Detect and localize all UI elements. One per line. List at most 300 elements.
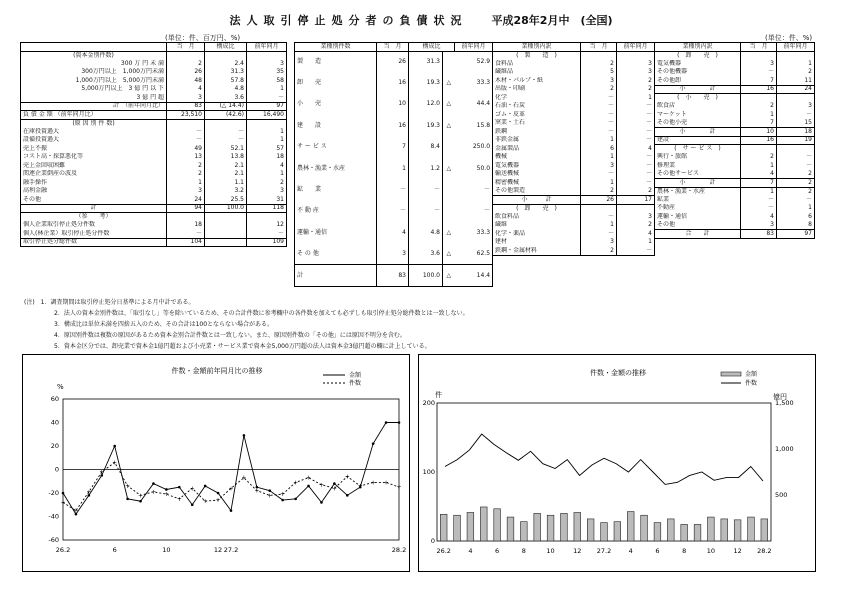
row-label: そ の 他 bbox=[297, 249, 319, 257]
bar bbox=[494, 509, 501, 541]
data-point: + bbox=[73, 507, 79, 515]
note-line: 2．法人の資本金別件数は、「取引なし」等を除いているため、その合計件数に参考欄中の各件数を加えても必ずしも取引停止処分総件数とは一致しない。 bbox=[54, 310, 469, 317]
note-line: 3．構成比は単位未満を四捨五入のため、その合計は100とならない場合がある。 bbox=[54, 321, 274, 328]
cell: 1 bbox=[167, 179, 205, 188]
y-tick-label: -40 bbox=[48, 512, 59, 521]
cell: － bbox=[581, 213, 617, 222]
table-row bbox=[295, 222, 493, 243]
legend-label: 金額 bbox=[349, 372, 362, 379]
table-row bbox=[493, 213, 655, 222]
table-row bbox=[21, 136, 287, 145]
cell: 1 bbox=[777, 60, 815, 69]
cell: 97 bbox=[777, 230, 815, 239]
row-label: 飲食料品 bbox=[495, 212, 520, 220]
legend-label: 件数 bbox=[745, 380, 758, 387]
row-label: 1,000万円以上 5,000万円未満 bbox=[75, 76, 164, 84]
row-label: 設備投資過大 bbox=[23, 136, 60, 144]
cell bbox=[581, 204, 617, 213]
cell: 4 bbox=[741, 170, 777, 179]
data-point bbox=[281, 499, 284, 502]
header-blank bbox=[21, 43, 167, 52]
column-header: 当 月 bbox=[581, 43, 617, 52]
column-header: 当 月 bbox=[377, 43, 409, 52]
row-label: 負 債 金 額 （前年同月比） bbox=[21, 111, 167, 120]
cell: 7 bbox=[741, 179, 777, 188]
cell: 2 bbox=[617, 85, 655, 94]
notes bbox=[20, 297, 469, 352]
cell: 48 bbox=[167, 77, 205, 86]
data-point: + bbox=[280, 491, 286, 499]
cell: 2 bbox=[581, 85, 617, 94]
table-row bbox=[493, 51, 655, 60]
table-row bbox=[493, 238, 655, 247]
table-row bbox=[493, 136, 655, 145]
cell: 2 bbox=[741, 102, 777, 111]
cell: 7 bbox=[741, 77, 777, 86]
table-row bbox=[295, 244, 493, 265]
y-axis-label: % bbox=[57, 383, 64, 391]
legend-label: 金額 bbox=[745, 371, 758, 378]
row-label: 輸送機械 bbox=[495, 170, 520, 178]
cell: 10 bbox=[377, 94, 409, 115]
table-row bbox=[655, 60, 815, 69]
cell: △ bbox=[443, 94, 455, 115]
data-point: + bbox=[163, 491, 169, 499]
data-point bbox=[294, 498, 297, 501]
cell: 1 bbox=[581, 179, 617, 188]
bar bbox=[574, 512, 581, 541]
cell: 83 bbox=[741, 230, 777, 239]
cell: 18 bbox=[777, 128, 815, 137]
table-row bbox=[655, 136, 815, 145]
row-label: 小 売 bbox=[297, 100, 322, 108]
x-tick-label: 12 bbox=[733, 547, 742, 555]
table-row bbox=[655, 230, 815, 239]
y-tick-label: 60 bbox=[50, 395, 59, 403]
table-row bbox=[493, 128, 655, 137]
cell: 16 bbox=[377, 72, 409, 93]
row-label: 化学 bbox=[495, 93, 508, 101]
column-header: 前年同月 bbox=[617, 43, 655, 52]
row-label: 飲食店 bbox=[657, 102, 676, 110]
x-tick-label: 10 bbox=[706, 547, 716, 555]
row-label: 300 万 円 未 満 bbox=[120, 59, 164, 67]
table-row bbox=[21, 119, 287, 128]
cell: 2 bbox=[617, 77, 655, 86]
row-label: サ ー ビ ス bbox=[297, 143, 327, 151]
table-row bbox=[493, 102, 655, 111]
table-row bbox=[21, 187, 287, 196]
row-label: ( 卸 売 ) bbox=[677, 51, 718, 59]
cell: － bbox=[617, 111, 655, 120]
cell: 3 bbox=[617, 60, 655, 69]
row-label: 繊維品 bbox=[495, 68, 514, 76]
bar bbox=[627, 512, 634, 541]
row-label: 興行・旅館 bbox=[657, 153, 688, 161]
cell: － bbox=[741, 204, 777, 213]
table-row bbox=[21, 204, 287, 213]
row-label: 計 bbox=[295, 265, 377, 286]
row-label: 食料品 bbox=[495, 59, 514, 67]
cell: － bbox=[581, 102, 617, 111]
table-row bbox=[655, 145, 815, 154]
cell: 250.0 bbox=[472, 143, 491, 151]
y2-tick-label: 500 bbox=[775, 491, 788, 499]
x-tick-label: 8 bbox=[521, 547, 526, 555]
table-row bbox=[295, 72, 493, 93]
cell bbox=[443, 201, 455, 222]
data-point bbox=[113, 445, 116, 448]
cell: 52.9 bbox=[476, 57, 491, 65]
table-row bbox=[655, 94, 815, 103]
cell: 58 bbox=[247, 77, 287, 86]
cell: △ bbox=[443, 244, 455, 265]
row-label: ゴム・皮革 bbox=[495, 110, 526, 118]
data-point bbox=[346, 494, 349, 497]
cell: 2 bbox=[617, 187, 655, 196]
cell: △ bbox=[443, 265, 455, 286]
data-point: + bbox=[99, 468, 105, 476]
bar bbox=[467, 512, 474, 541]
chart-yoy bbox=[22, 354, 410, 572]
cell: 1 bbox=[377, 158, 409, 179]
bar bbox=[654, 523, 661, 541]
table-row bbox=[655, 68, 815, 77]
cell bbox=[443, 179, 455, 200]
row-label: 機械 bbox=[495, 153, 508, 161]
row-label: 繊維 bbox=[495, 221, 508, 229]
cell: 13 bbox=[167, 153, 205, 162]
cell: － bbox=[377, 201, 409, 222]
cell: － bbox=[409, 201, 443, 222]
cell: 16 bbox=[377, 115, 409, 136]
row-label: 合 計 bbox=[655, 230, 741, 239]
table-row bbox=[493, 119, 655, 128]
table-row bbox=[655, 102, 815, 111]
cell bbox=[777, 145, 815, 154]
x-tick-label: 10 bbox=[162, 546, 171, 554]
row-label: その他 bbox=[657, 221, 676, 228]
column-header: 当 月 bbox=[741, 43, 777, 52]
table-row bbox=[21, 238, 287, 247]
row-label: マーケット bbox=[657, 110, 687, 118]
data-point bbox=[178, 486, 181, 489]
table-row bbox=[493, 170, 655, 179]
legend-swatch bbox=[721, 372, 741, 376]
row-label: （参 考） bbox=[21, 213, 167, 222]
capital-cause-table bbox=[20, 42, 287, 247]
table-row bbox=[21, 179, 287, 188]
x-tick-label: 26.2 bbox=[55, 546, 71, 554]
unit-right: (単位：件、%) bbox=[765, 34, 813, 42]
cell: 31.3 bbox=[409, 51, 443, 72]
cell bbox=[205, 230, 247, 239]
cell: 4 bbox=[247, 162, 287, 171]
table-row bbox=[493, 68, 655, 77]
data-point: + bbox=[150, 488, 156, 496]
cell bbox=[777, 94, 815, 103]
x-tick-label: 6 bbox=[495, 547, 500, 555]
cell: 104 bbox=[167, 238, 205, 247]
cell: － bbox=[617, 102, 655, 111]
row-label: 関連企業倒産の波及 bbox=[23, 170, 78, 178]
cell: 52.1 bbox=[205, 145, 247, 154]
row-label: 鉱業 bbox=[657, 195, 670, 203]
header-row bbox=[295, 43, 493, 52]
bar bbox=[667, 519, 674, 541]
cell: － bbox=[205, 136, 247, 145]
cell: 19.3 bbox=[409, 115, 443, 136]
table-row bbox=[655, 85, 815, 94]
table-row bbox=[295, 201, 493, 222]
cell: (△ 14.4) bbox=[205, 102, 247, 111]
table-row bbox=[493, 77, 655, 86]
row-label: 修理業 bbox=[657, 161, 676, 169]
table-row bbox=[493, 179, 655, 188]
table-row bbox=[295, 115, 493, 136]
cell: △ bbox=[443, 158, 455, 179]
bar bbox=[614, 522, 621, 541]
cell: 13.8 bbox=[205, 153, 247, 162]
cell: 2 bbox=[167, 170, 205, 179]
cell: 62.5 bbox=[476, 249, 491, 257]
table-row bbox=[493, 162, 655, 171]
row-label: ( 小 売 ) bbox=[655, 94, 741, 103]
cell: － bbox=[167, 136, 205, 145]
y-tick-label: 0 bbox=[54, 465, 59, 474]
table-row bbox=[655, 128, 815, 137]
cell: 24 bbox=[167, 196, 205, 205]
data-point: + bbox=[176, 495, 182, 503]
bar bbox=[440, 514, 447, 541]
table-row bbox=[493, 153, 655, 162]
row-label: 高利金融 bbox=[23, 187, 48, 195]
table-row bbox=[655, 196, 815, 205]
table-row bbox=[655, 204, 815, 213]
cell: 15 bbox=[777, 119, 815, 128]
bar bbox=[454, 515, 461, 541]
cell: 1 bbox=[247, 85, 287, 94]
cell: 1 bbox=[617, 238, 655, 247]
cell: － bbox=[617, 179, 655, 188]
row-label: ( サ ー ビ ス ) bbox=[655, 145, 741, 154]
cell: 31.3 bbox=[205, 68, 247, 77]
table-row bbox=[493, 187, 655, 196]
row-label: 計 （前年同月比） bbox=[21, 102, 167, 111]
cell: 49 bbox=[167, 145, 205, 154]
data-point: + bbox=[370, 479, 376, 487]
cell: － bbox=[777, 162, 815, 171]
bar bbox=[681, 524, 688, 541]
cell: 97 bbox=[247, 102, 287, 111]
cell: 57 bbox=[247, 145, 287, 154]
data-point: + bbox=[60, 499, 66, 507]
row-label: 小 計 bbox=[493, 196, 581, 205]
row-label: 精密機械 bbox=[495, 178, 520, 186]
cell: － bbox=[581, 111, 617, 120]
cell bbox=[205, 238, 247, 247]
table-row bbox=[21, 128, 287, 137]
cell: 11 bbox=[777, 77, 815, 86]
table-row bbox=[655, 179, 815, 188]
cell bbox=[443, 137, 455, 158]
cell: 3 bbox=[617, 68, 655, 77]
cell: 2 bbox=[581, 187, 617, 196]
column-header: 構成比 bbox=[205, 43, 247, 52]
cell: 16,490 bbox=[247, 111, 287, 120]
cell: 19 bbox=[777, 136, 815, 145]
data-point: + bbox=[331, 485, 337, 493]
note-line: 5．資本金区分では、卸売業で資本金1億円超および小売業・サービス業で資本金5,000万円超の法人は資本金3億円超の欄に計上している。 bbox=[54, 343, 431, 350]
data-point bbox=[372, 442, 375, 445]
cell: 4 bbox=[167, 85, 205, 94]
row-label: 農林・漁業・水産 bbox=[297, 164, 346, 172]
cell: － bbox=[617, 128, 655, 137]
cell: － bbox=[581, 94, 617, 103]
table-row bbox=[21, 68, 287, 77]
cell: 4 bbox=[617, 230, 655, 239]
x-tick-label: 26.2 bbox=[436, 547, 451, 555]
cell: 3 bbox=[167, 94, 205, 103]
y-axis-label: 件 bbox=[435, 391, 442, 399]
data-point: + bbox=[215, 497, 221, 505]
row-label: 鉱 業 bbox=[297, 186, 322, 194]
cell: 12.0 bbox=[409, 94, 443, 115]
table-row bbox=[295, 158, 493, 179]
table-row bbox=[21, 153, 287, 162]
cell: 1 bbox=[777, 204, 815, 213]
cell: 1.1 bbox=[205, 179, 247, 188]
x-tick-label: 10 bbox=[546, 547, 555, 555]
cell bbox=[167, 119, 205, 128]
x-tick-label: 6 bbox=[112, 546, 117, 554]
row-label: 3 億 円 超 bbox=[136, 93, 164, 101]
table-row bbox=[21, 145, 287, 154]
data-point: + bbox=[267, 492, 273, 500]
data-point: + bbox=[254, 487, 260, 495]
row-label: その他製造 bbox=[495, 187, 526, 194]
x-tick-label: 28.2 bbox=[391, 546, 407, 554]
row-label: 小 計 bbox=[655, 179, 741, 188]
data-point bbox=[243, 434, 246, 437]
data-point bbox=[217, 492, 220, 495]
x-tick-label: 28.2 bbox=[757, 547, 772, 555]
bar bbox=[708, 517, 715, 541]
cell: (42.6) bbox=[205, 111, 247, 120]
cell: 83 bbox=[377, 265, 409, 286]
unit-left: (単位：件、百万円、%) bbox=[165, 34, 241, 42]
x-tick-label: 12 bbox=[213, 546, 223, 554]
table-row bbox=[655, 221, 815, 230]
table-row bbox=[493, 196, 655, 205]
cell: 4.8 bbox=[409, 222, 443, 243]
table-row bbox=[493, 221, 655, 230]
bar bbox=[761, 519, 768, 541]
cell: － bbox=[581, 230, 617, 239]
table-row bbox=[655, 162, 815, 171]
y-tick-label: 20 bbox=[50, 442, 59, 450]
cell bbox=[205, 51, 247, 60]
row-label: その他サービス bbox=[657, 170, 700, 177]
legend-label: 件数 bbox=[349, 380, 362, 387]
y-tick-label: -20 bbox=[48, 489, 59, 497]
data-point: + bbox=[306, 474, 312, 482]
cell bbox=[617, 51, 655, 60]
cell: 6 bbox=[581, 145, 617, 154]
cell: － bbox=[167, 230, 205, 239]
bar bbox=[507, 517, 514, 541]
row-label: ( 卸 売 ) bbox=[493, 204, 581, 213]
note-line: (注) 1．調査期間は取引停止処分日基準による月中計である。 bbox=[24, 299, 195, 306]
table-row bbox=[21, 230, 287, 239]
cell: 1 bbox=[741, 111, 777, 120]
page-title bbox=[0, 12, 842, 28]
table-row bbox=[493, 145, 655, 154]
period-text: 平成28年2月中 (全国) bbox=[491, 14, 613, 27]
cell: 16 bbox=[741, 85, 777, 94]
table-row bbox=[21, 60, 287, 69]
table-row bbox=[21, 196, 287, 205]
row-label: 不 動 産 bbox=[297, 207, 319, 215]
cell: 2 bbox=[741, 153, 777, 162]
table-row bbox=[21, 213, 287, 222]
table-row bbox=[295, 51, 493, 72]
row-label: 非鉄金属 bbox=[495, 136, 520, 144]
row-label: 小 計 bbox=[655, 128, 741, 137]
bar bbox=[561, 513, 568, 541]
row-label: 建材 bbox=[495, 238, 508, 246]
cell: 10 bbox=[741, 128, 777, 137]
cell: － bbox=[617, 136, 655, 145]
row-label: 融手操作 bbox=[23, 178, 48, 186]
bar bbox=[587, 519, 594, 541]
cell: 94 bbox=[167, 204, 205, 213]
table-row bbox=[493, 94, 655, 103]
row-label: コスト高・採算悪化等 bbox=[23, 153, 84, 161]
data-point: + bbox=[396, 484, 402, 492]
cell bbox=[205, 221, 247, 230]
row-label: 建 設 bbox=[297, 121, 322, 129]
row-label: 個人(林企業）取引停止処分件数 bbox=[23, 229, 110, 237]
cell: 5 bbox=[581, 68, 617, 77]
column-header: 前年同月 bbox=[777, 43, 815, 52]
cell: 7 bbox=[377, 137, 409, 158]
y-tick-label: 40 bbox=[50, 418, 59, 427]
table-row bbox=[21, 221, 287, 230]
cell: － bbox=[247, 230, 287, 239]
y-tick-label: 0 bbox=[430, 537, 435, 545]
bar bbox=[748, 517, 755, 541]
header-row bbox=[21, 43, 287, 52]
y2-tick-label: 1,500 bbox=[775, 399, 794, 407]
bar bbox=[480, 507, 487, 541]
cell: 1 bbox=[741, 162, 777, 171]
data-point: + bbox=[138, 492, 144, 500]
row-label: その他小売 bbox=[657, 119, 688, 126]
data-point bbox=[62, 492, 65, 495]
cell: 6 bbox=[777, 213, 815, 222]
cell: 23,510 bbox=[167, 111, 205, 120]
table-row bbox=[493, 204, 655, 213]
industry-count-table bbox=[294, 42, 493, 287]
cell: 100.0 bbox=[409, 265, 443, 286]
cell: 3 bbox=[581, 238, 617, 247]
table-row bbox=[21, 51, 287, 60]
cell: 2 bbox=[581, 247, 617, 256]
row-label: 取引停止処分総件数 bbox=[21, 238, 167, 247]
table-row bbox=[493, 247, 655, 256]
cell: 1 bbox=[617, 94, 655, 103]
